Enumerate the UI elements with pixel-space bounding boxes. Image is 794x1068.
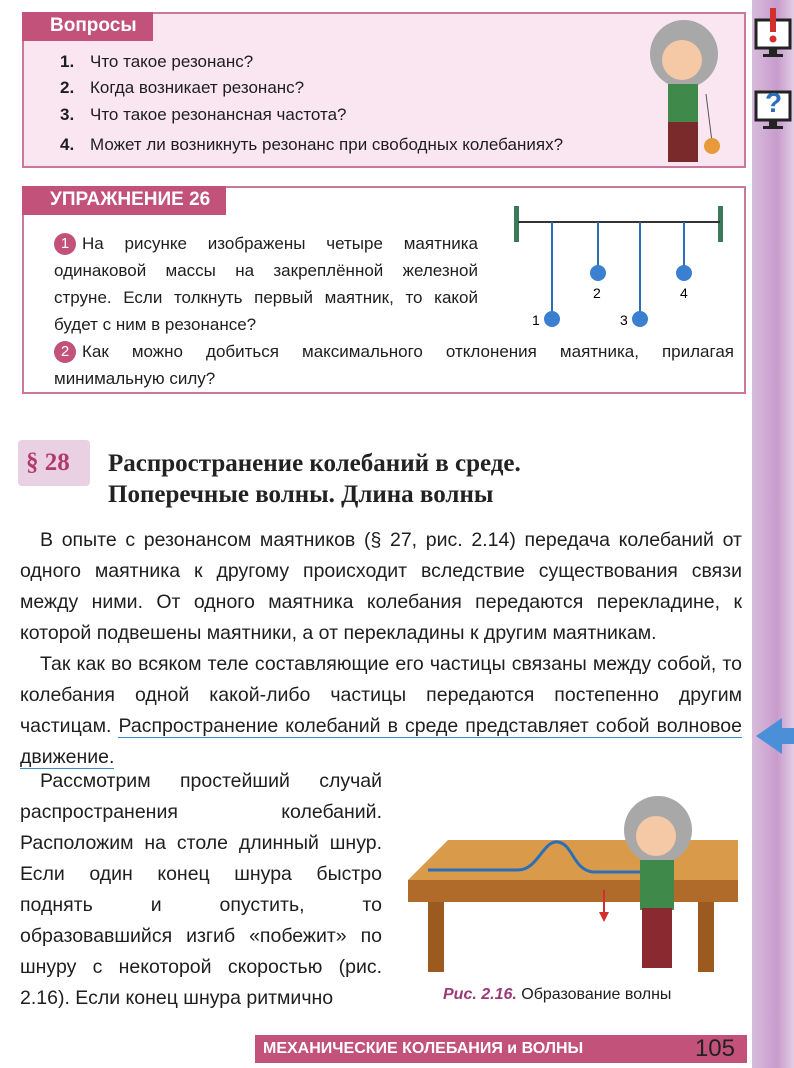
question-item: 4. Может ли возникнуть резонанс при свободных колебаниях? <box>60 135 564 154</box>
paragraph-3: Рассмотрим простейший случай распространения колебаний. Расположим на столе длинный шнур. Если один конец шнура быстро поднять и опустить, то образовавшийся изгиб «побежит» по шнуру с некоторой скоростью (рис. 2.16). Если конец шнура ритмично <box>20 770 382 1009</box>
exercise-box <box>22 186 746 394</box>
chapter-title: МЕХАНИЧЕСКИЕ КОЛЕБАНИЯ и ВОЛНЫ <box>263 1040 584 1057</box>
pendulums-figure <box>510 202 732 337</box>
question-monitor-icon <box>756 87 790 129</box>
section-title: Распространение колебаний в среде. Поперечные волны. Длина волны <box>108 450 521 508</box>
exercise-item-2: 2 Как можно добиться максимального отклонения маятника, прилагая минимальную силу? <box>54 342 734 388</box>
questions-box <box>22 12 746 168</box>
paragraph-1: В опыте с резонансом маятников (§ 27, рис. 2.14) передача колебаний от одного маятника к другому происходит вследствие существования связи между ними. От одного маятника колебания передаются перекладине, к которой подвешены маятники, а от перекладины к другим маятникам. <box>20 529 742 644</box>
pendulum-label: 1 <box>532 312 540 328</box>
pendulum-label: 4 <box>680 285 688 301</box>
figure-caption: Рис. 2.16. Образование волны <box>443 986 672 1003</box>
key-statement: Распространение колебаний в среде представляет собой волновое движение. <box>20 715 742 768</box>
exercise-title: УПРАЖНЕНИЕ 26 <box>22 186 226 215</box>
page-number: 105 <box>694 1035 735 1062</box>
pendulum-label: 2 <box>593 285 601 301</box>
section-number: § 28 <box>18 440 90 486</box>
arrow-left-icon <box>756 718 794 754</box>
exclamation-monitor-icon <box>756 8 790 57</box>
pendulum-label: 3 <box>620 312 628 328</box>
question-item: 2. Когда возникает резонанс? <box>60 78 305 97</box>
wave-figure <box>408 790 744 980</box>
question-item: 1. Что такое резонанс? <box>60 52 254 71</box>
questions-title: Вопросы <box>22 12 153 41</box>
side-strip <box>752 0 794 1068</box>
question-item: 3. Что такое резонансная частота? <box>60 105 347 124</box>
scientist-yoyo-illustration <box>624 14 744 168</box>
side-icons <box>752 0 794 780</box>
svg-text:?: ? <box>765 87 783 118</box>
footer-bar <box>255 1035 747 1063</box>
exercise-item-1: 1 На рисунке изображены четыре маятника одинаковой массы на закреплённой железной струне. Если толкнуть первый маятник, то какой будет с ним в резонансе? <box>54 234 478 334</box>
paragraph-2: Так как во всяком теле составляющие его частицы связаны между собой, то колебания одной какой-либо частицы передаются постепенно другим частицам. Распространение колебаний в среде представляет собой волновое движение. <box>20 653 742 768</box>
